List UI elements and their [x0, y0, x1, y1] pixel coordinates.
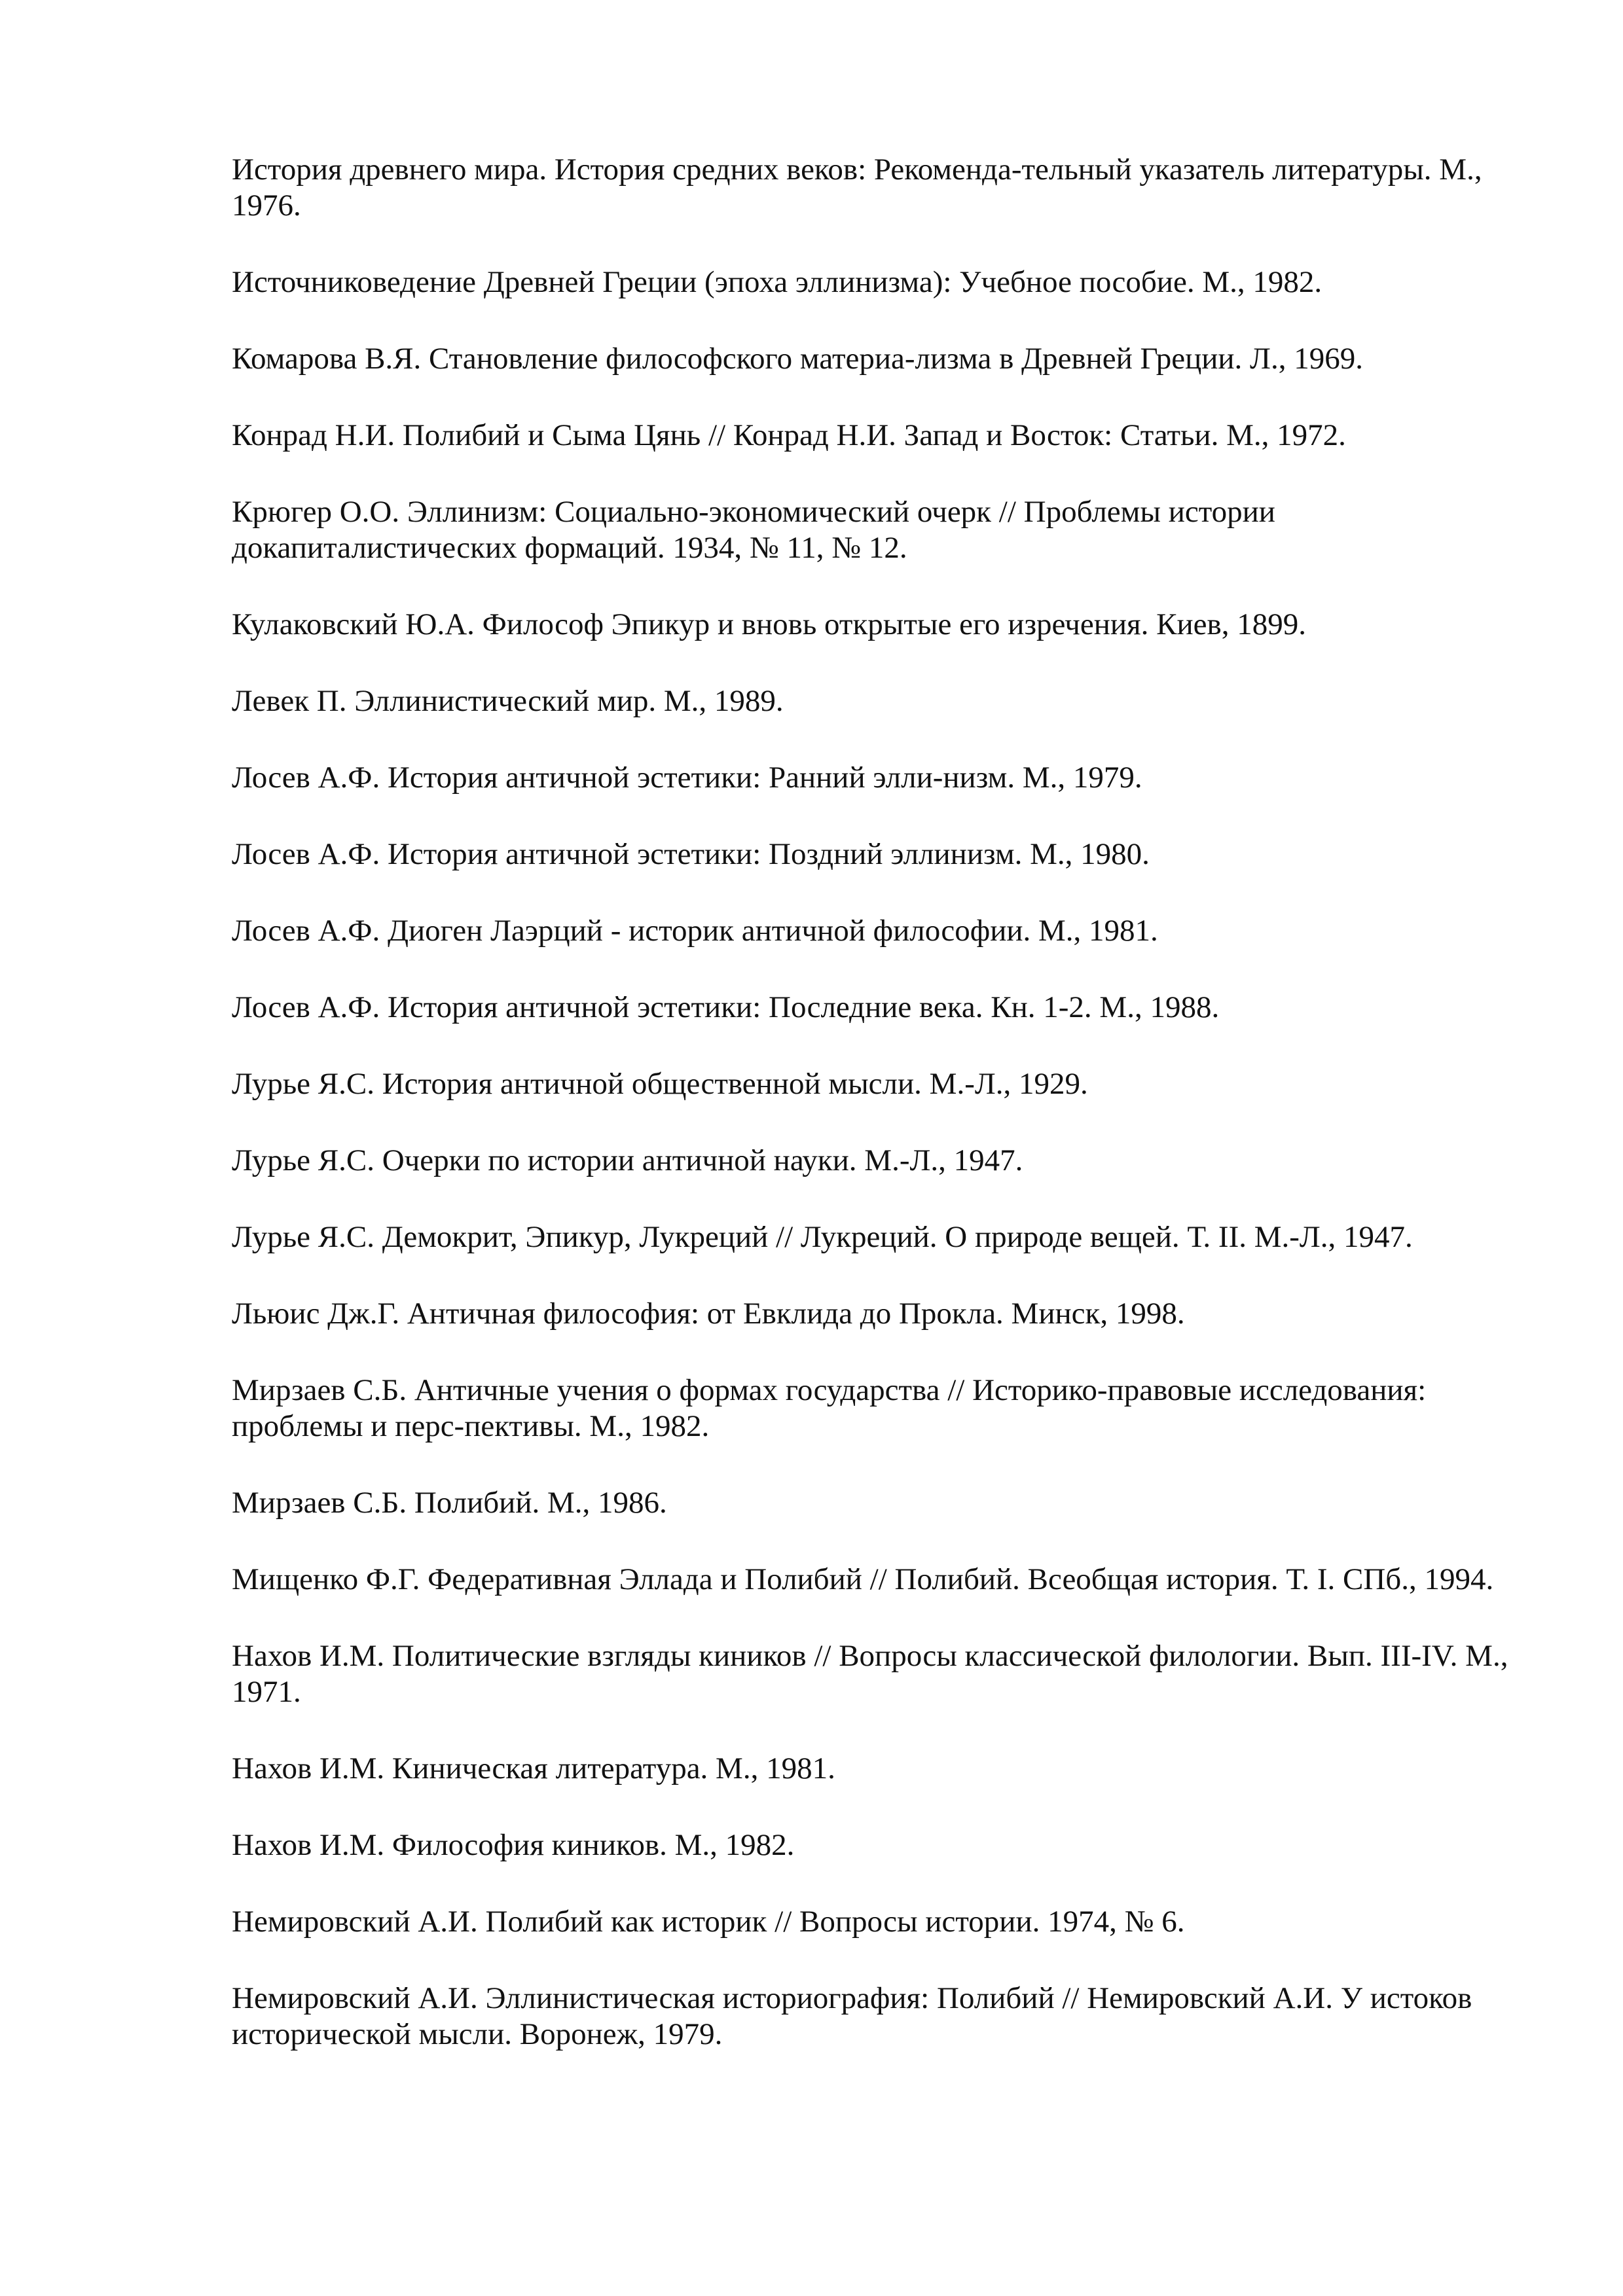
- bibliography-entry: Нахов И.М. Политические взгляды киников // Вопросы классической филологии. Вып. III-IV. М., 1971.: [232, 1639, 1508, 1709]
- bibliography-entry: Лосев А.Ф. История античной эстетики: Поздний эллинизм. М., 1980.: [232, 837, 1150, 871]
- bibliography-entry: Источниковедение Древней Греции (эпоха эллинизма): Учебное пособие. М., 1982.: [232, 265, 1322, 299]
- bibliography-entry: Нахов И.М. Киническая литература. М., 1981.: [232, 1751, 835, 1785]
- bibliography-entry: Немировский А.И. Эллинистическая историография: Полибий // Немировский А.И. У истоков исторической мысли. Воронеж, 1979.: [232, 1981, 1472, 2051]
- bibliography-entry: Немировский А.И. Полибий как историк // Вопросы истории. 1974, № 6.: [232, 1905, 1185, 1939]
- bibliography-entry: История древнего мира. История средних веков: Рекоменда-тельный указатель литературы. М., 1976.: [232, 152, 1482, 223]
- bibliography-entry: Льюис Дж.Г. Античная философия: от Евклида до Прокла. Минск, 1998.: [232, 1297, 1185, 1331]
- bibliography-entry: Лурье Я.С. Демокрит, Эпикур, Лукреций // Лукреций. О природе вещей. Т. II. М.-Л., 1947.: [232, 1220, 1413, 1254]
- bibliography-entry: Лурье Я.С. История античной общественной мысли. М.-Л., 1929.: [232, 1067, 1088, 1101]
- bibliography-entry: Комарова В.Я. Становление философского материа-лизма в Древней Греции. Л., 1969.: [232, 342, 1363, 376]
- bibliography-entry: Нахов И.М. Философия киников. М., 1982.: [232, 1828, 795, 1862]
- bibliography-entry: Левек П. Эллинистический мир. М., 1989.: [232, 684, 784, 718]
- bibliography-entry: Мищенко Ф.Г. Федеративная Эллада и Полибий // Полибий. Всеобщая история. Т. I. СПб., 1994.: [232, 1562, 1494, 1596]
- bibliography-list: [232, 152, 1515, 2093]
- bibliography-entry: Мирзаев С.Б. Полибий. М., 1986.: [232, 1486, 667, 1520]
- bibliography-entry: Конрад Н.И. Полибий и Сыма Цянь // Конрад Н.И. Запад и Восток: Статьи. М., 1972.: [232, 418, 1346, 452]
- bibliography-entry: Кулаковский Ю.А. Философ Эпикур и вновь открытые его изречения. Киев, 1899.: [232, 607, 1306, 641]
- bibliography-entry: Лосев А.Ф. История античной эстетики: Ранний элли-низм. М., 1979.: [232, 761, 1142, 795]
- bibliography-entry: Лурье Я.С. Очерки по истории античной науки. М.-Л., 1947.: [232, 1143, 1023, 1177]
- bibliography-entry: Крюгер О.О. Эллинизм: Социально-экономический очерк // Проблемы истории докапиталистических формаций. 1934, № 11, № 12.: [232, 495, 1275, 565]
- bibliography-entry: Лосев А.Ф. История античной эстетики: Последние века. Кн. 1-2. М., 1988.: [232, 990, 1220, 1024]
- bibliography-entry: Мирзаев С.Б. Античные учения о формах государства // Историко-правовые исследования: проблемы и перс-пективы. М., 1982.: [232, 1373, 1427, 1443]
- bibliography-entry: Лосев А.Ф. Диоген Лаэрций - историк античной философии. М., 1981.: [232, 914, 1158, 948]
